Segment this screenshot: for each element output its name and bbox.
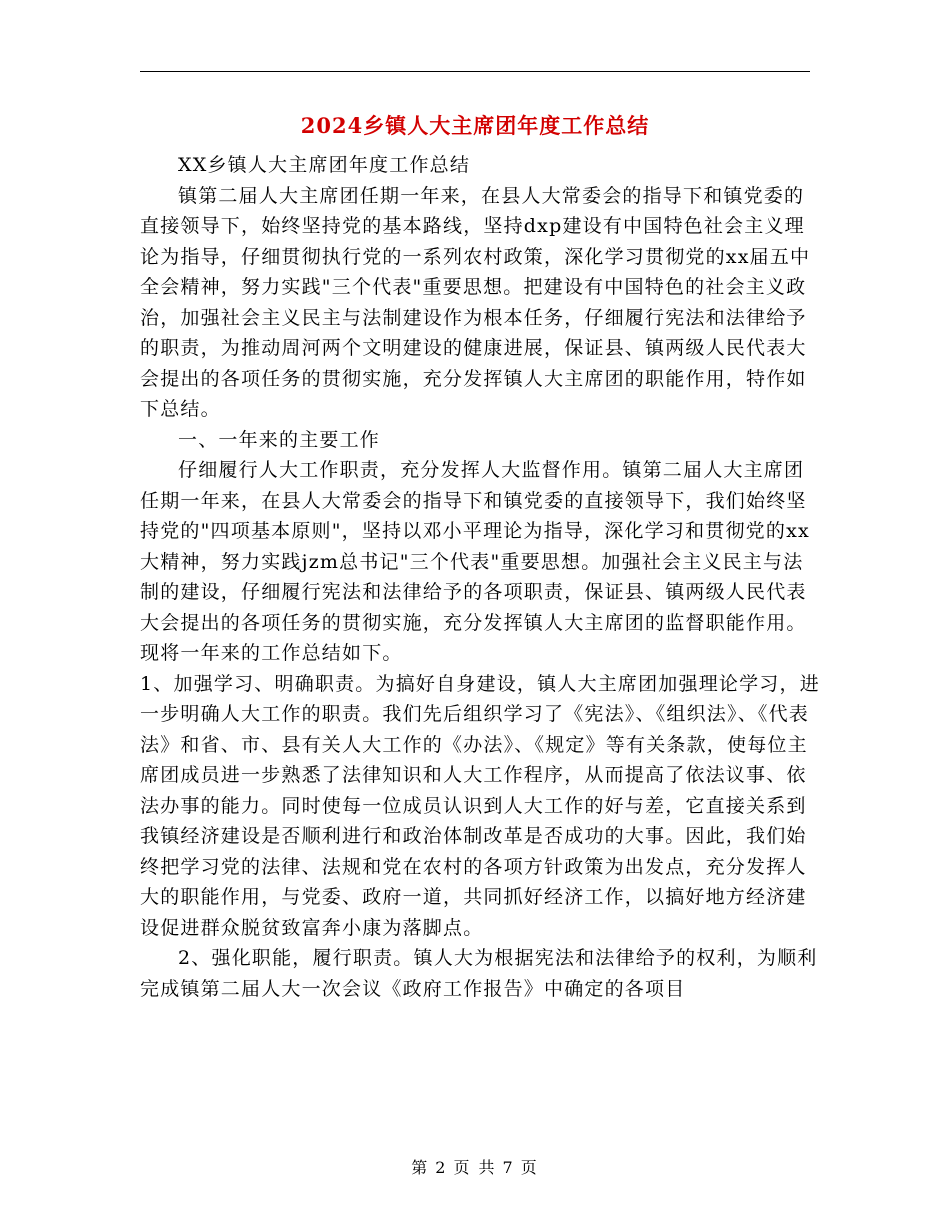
body-paragraph: 仔细履行人大工作职责，充分发挥人大监督作用。镇第二届人大主席团任期一年来，在县人大常委会的指导下和镇党委的直接领导下，我们始终坚持党的"四项基本原则"，坚持以邓小平理论为指导，深化学习和贯彻党的xx大精神，努力实践jzm总书记"三个代表"重要思想。加强社会主义民主与法制的建设，仔细履行宪法和法律给予的各项职责，保证县、镇两级人民代表大会提出的各项任务的贯彻实施，充分发挥镇人大主席团的监督职能作用。现将一年来的工作总结如下。 — [140, 459, 810, 664]
document-body — [140, 150, 820, 1004]
footer-suffix: 页 — [520, 1158, 539, 1177]
footer-middle: 页 共 — [453, 1158, 497, 1177]
document-title: 2024乡镇人大主席团年度工作总结 — [300, 113, 650, 138]
item-1-paragraph: 1、加强学习、明确职责。为搞好自身建设，镇人大主席团加强理论学习，进一步明确人大工作的职责。我们先后组织学习了《宪法》、《组织法》、《代表法》和省、市、县有关人大工作的《办法》、《规定》等有关条款，使每位主席团成员进一步熟悉了法律知识和人大工作程序，从而提高了依法议事、依法办事的能力。同时使每一位成员认识到人大工作的好与差，它直接关系到我镇经济建设是否顺利进行和政治体制改革是否成功的大事。因此，我们始终把学习党的法律、法规和党在农村的各项方针政策为出发点，充分发挥人大的职能作用，与党委、政府一道，共同抓好经济工作，以搞好地方经济建设促进群众脱贫致富奔小康为落脚点。 — [140, 672, 820, 939]
item-2-paragraph: 2、强化职能，履行职责。镇人大为根据宪法和法律给予的权利，为顺利完成镇第二届人大一次会议《政府工作报告》中确定的各项目 — [140, 947, 818, 1000]
section-heading: 一、一年来的主要工作 — [178, 428, 381, 451]
footer-total-pages: 7 — [502, 1158, 515, 1177]
subtitle-paragraph: XX乡镇人大主席团年度工作总结 — [178, 154, 471, 176]
footer-page-number: 2 — [435, 1158, 448, 1177]
header-rule — [140, 71, 810, 72]
intro-paragraph: 镇第二届人大主席团任期一年来，在县人大常委会的指导下和镇党委的直接领导下，始终坚持党的基本路线，坚持dxp建设有中国特色社会主义理论为指导，仔细贯彻执行党的一系列农村政策，深化学习贯彻党的xx届五中全会精神，努力实践"三个代表"重要思想。把建设有中国特色的社会主义政治，加强社会主义民主与法制建设作为根本任务，仔细履行宪法和法律给予的职责，为推动周河两个文明建设的健康进展，保证县、镇两级人民代表大会提出的各项任务的贯彻实施，充分发挥镇人大主席团的职能作用，特作如下总结。 — [140, 184, 811, 420]
page-footer — [0, 1155, 950, 1178]
footer-prefix: 第 — [411, 1158, 430, 1177]
